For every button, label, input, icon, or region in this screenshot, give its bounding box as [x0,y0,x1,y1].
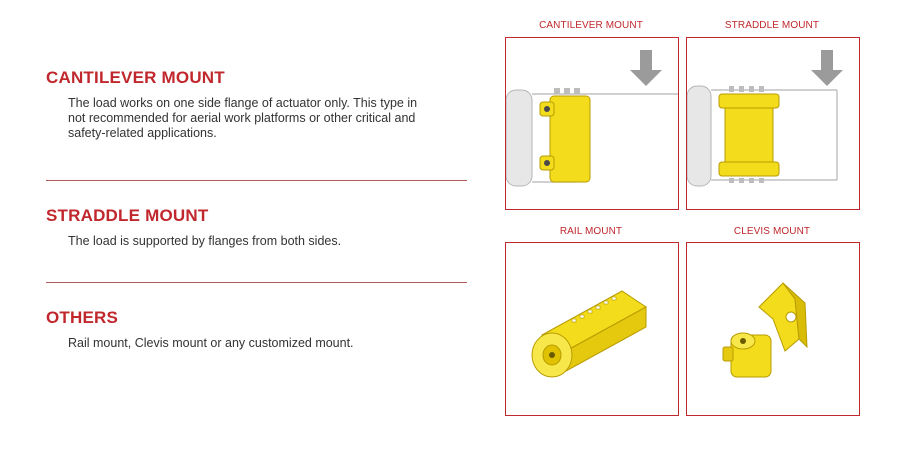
clevis-mount-image [686,242,860,416]
down-arrow-icon [811,50,843,86]
rail-panel-label: RAIL MOUNT [559,226,623,237]
cantilever-description: The load works on one side flange of actuator only. This type in not recommended for aerial work platforms or other critical and safety-related applications. [68,96,418,140]
section-divider [46,282,467,283]
cantilever-section [46,68,466,141]
clevis-panel-label: CLEVIS MOUNT [733,226,811,237]
section-divider [46,180,467,181]
down-arrow-icon [630,50,662,86]
straddle-section [46,206,466,249]
straddle-description: The load is supported by flanges from both sides. [68,234,342,248]
cantilever-heading: CANTILEVER MOUNT [46,68,225,87]
clevis-actuator [723,283,807,377]
actuator-body [540,88,590,182]
wall-bracket [506,90,532,186]
rail-mount-image [505,242,679,416]
straddle-heading: STRADDLE MOUNT [46,206,209,225]
cantilever-panel-label: CANTILEVER MOUNT [539,20,643,31]
cantilever-mount-image [505,37,679,210]
others-heading: OTHERS [46,308,119,327]
straddle-mount-image [686,37,860,210]
rail-actuator [532,291,646,377]
actuator-body [719,86,779,183]
others-section [46,308,466,351]
straddle-panel-label: STRADDLE MOUNT [724,20,820,31]
wall-bracket [687,86,711,186]
others-description: Rail mount, Clevis mount or any customized mount. [68,336,354,350]
